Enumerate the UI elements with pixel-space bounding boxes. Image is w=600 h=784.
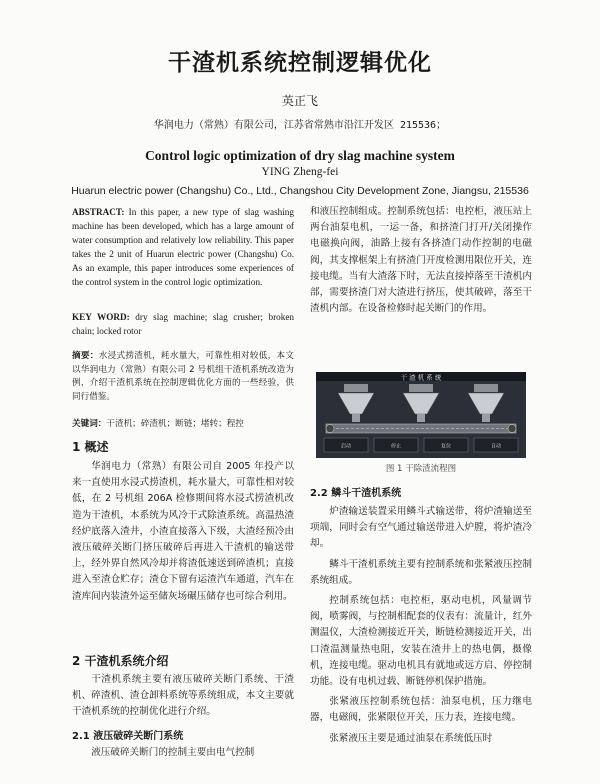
- keywords-cn: [72, 418, 294, 432]
- control-button-start[interactable]: 启动: [340, 443, 352, 450]
- chute-3: [482, 414, 490, 422]
- section-2-heading: 2 干渣机系统介绍: [72, 654, 169, 668]
- abstract-en: [72, 206, 294, 289]
- keywords-en: [72, 311, 294, 339]
- section-1-text: 华润电力（常熟）有限公司自 2005 年投产以来一直使用水浸式捞渣机，耗水量大，可靠性相对较低，在 2 号机组 206A 检修期间将水浸式捞渣机改造为干渣机，本系统为风冷干式除渣系统。高温热渣经炉底落入渣井，小渣直接落入下级，大渣经预冷由液压破碎关断门挤压破碎后再进入干渣机的输送带上，经外界自然风冷却并将渣低速送到碎渣机；直接进入至渣仓贮存；渣仓下留有运渣汽车通道，汽车在渣库间内装渣外运至储灰场碾压储存也可综合利用。: [72, 461, 294, 602]
- author-en: YING Zheng-fei: [261, 166, 339, 178]
- section-2-1-text-cont: 和液压控制组成。控制系统包括：电控柜，液压站上两台油泵电机，一运一备，和挤渣门打开/关闭操作电磁换向阀，油路上接有各挤渣门动作控制的电磁阀，其支撑框架上有挤渣门开度检测用限位开关，连接电缆。当有大渣落下时，无法直接掉落至干渣机内部，需要挤渣门对大渣进行挤压，使其破碎，落至干渣机内部。在设备检修时起关断门的作用。: [310, 206, 532, 315]
- control-button-reset[interactable]: 复位: [440, 443, 452, 450]
- drive-wheel-left: [326, 425, 334, 433]
- section-2-text: 干渣机系统主要有液压破碎关断门系统、干渣机、碎渣机、渣仓卸料系统等系统组成，本文主要就干渣机系统的控制优化进行介绍。: [72, 674, 294, 718]
- keywords-en-text: dry slag machine; slag crusher; broken chain; locked rotor: [72, 312, 294, 336]
- affiliation-cn: 华润电力（常熟）有限公司，江苏省常熟市沿江开发区 215536；: [153, 120, 447, 131]
- furnace-box-2: [409, 384, 433, 392]
- keywords-cn-text: 干渣机；碎渣机；断链；堵转；程控: [106, 419, 244, 429]
- section-2-2: [310, 484, 532, 747]
- furnace-box-3: [474, 384, 498, 392]
- author-cn: 英正飞: [281, 94, 318, 108]
- keywords-en-label: KEY WORD:: [72, 312, 130, 322]
- section-2: [72, 652, 294, 721]
- drive-wheel-right: [508, 425, 516, 433]
- keywords-cn-label: 关键词：: [72, 419, 107, 429]
- flow-diagram-svg: [316, 372, 526, 458]
- abstract-cn-label: 摘要：: [72, 351, 99, 361]
- section-2-2-p2: 鳞斗干渣机系统主要有控制系统和张紧液压控制系统组成。: [310, 558, 532, 586]
- paper-title: 干渣机系统控制逻辑优化: [168, 50, 432, 76]
- section-2-2-p1: 炉渣输送装置采用鳞斗式输送带，将炉渣输送至项端，同时会有空气通过输送带进入炉膛，将炉渣冷却。: [310, 506, 532, 550]
- diagram-panel-title: 干 渣 机 系 统: [400, 373, 442, 382]
- control-button-auto[interactable]: 自动: [490, 443, 502, 450]
- section-2-1-heading: 2.1 液压破碎关断门系统: [72, 731, 184, 742]
- section-2-2-p4: 张紧液压控制系统包括：油泵电机，压力继电器，电磁阀，张紧限位开关，压力表，连接电缆。: [310, 696, 532, 724]
- abstract-en-text: In this paper, a new type of slag washing machine has been developed, which has a large amount of water consumption and relatively low reliability. This paper takes the 2 unit of Huarun electric power (Changshu) Co. As an example, this paper introduces some experiences of the control system in the control logic optimization.: [72, 207, 294, 287]
- control-button-stop[interactable]: 停止: [390, 443, 402, 450]
- chute-1: [352, 414, 360, 422]
- affiliation-en: Huarun electric power (Changshu) Co., Ltd., Changshou City Development Zone, Jiangsu, 215536: [71, 185, 529, 197]
- abstract-en-label: ABSTRACT:: [72, 207, 125, 217]
- section-1-heading: 1 概述: [72, 440, 109, 454]
- section-2-1: [72, 727, 294, 761]
- abstract-cn-text: 水浸式捞渣机，耗水量大，可靠性相对较低，本文以华润电力（常熟）有限公司 2 号机组干渣机系统改造为例，介绍干渣机系统在控制逻辑优化方面的一些经验，供同行借鉴。: [72, 351, 294, 402]
- section-1: [72, 438, 294, 605]
- figure-caption: 图 1 干除渣流程图: [385, 464, 457, 474]
- chute-2: [417, 414, 425, 422]
- section-2-1-text-start: 液压破碎关断门的控制主要由电气控制: [91, 747, 255, 758]
- paper-title-en: Control logic optimization of dry slag machine system: [145, 148, 455, 163]
- section-2-2-heading: 2.2 鳞斗干渣机系统: [310, 488, 402, 499]
- section-2-2-p3: 控制系统包括：电控柜，驱动电机，风量调节阀，喷雾阀，与控制相配套的仪表有：流量计，红外测温仪，大渣检测接近开关，断链检测接近开关，出口渣温测量热电阻，安装在渣井上的热电偶，摄像机，连接电缆。驱动电机具有就地或远方启、停控制功能。设有电机过载、断链停机保护措施。: [310, 595, 532, 688]
- furnace-box-1: [344, 384, 368, 392]
- section-2-1-continued: [310, 204, 532, 317]
- abstract-cn: [72, 350, 294, 404]
- section-2-2-p5: 张紧液压主要是通过油泵在系统低压时: [329, 732, 493, 744]
